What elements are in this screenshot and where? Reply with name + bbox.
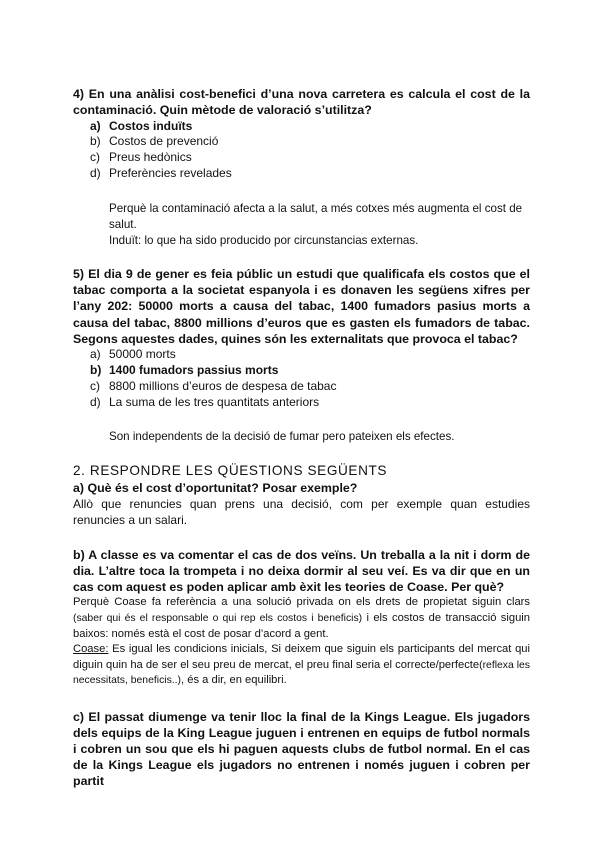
document-page: [73, 86, 530, 789]
option-c: c) 8800 millions d’euros de despesa de tabac: [90, 378, 337, 393]
answer-2b-coase: Coase: Es igual les condicions inicials, Si deixem que siguin els participants del mercat qui diguin quin ha de ser el seu preu de mercat, el preu final seria el correcte/perfecte(reflexa les necessitats, beneficis..), és a dir, en equilibri.: [73, 643, 530, 687]
option-a: a) 50000 morts: [90, 347, 176, 362]
option-d: d) La suma de les tres quantitats anteriors: [90, 394, 320, 409]
question-4-note-2: Induït: lo que ha sido producido por circunstancias externas.: [109, 233, 419, 247]
option-b: b) 1400 fumadors passius morts: [90, 363, 279, 378]
question-5: 5) El dia 9 de gener es feia públic un estudi que qualificafa els costos que el tabac comporta a la societat espanyola i es donaven les següens xifres per l’any 202: 50000 morts a causa del tabac, 1400 fumadors pasius morts a causa del tabac, 8800 millions d’euros que es gasten els fumadors de tabac. Segons aquestes dades, quines són les externalitats que provoca el tabac?: [73, 266, 530, 346]
option-a: a) Costos induïts: [90, 118, 193, 133]
option-b: b) Costos de prevenció: [90, 134, 219, 149]
option-c: c) Preus hedònics: [90, 150, 192, 165]
question-4: 4) En una anàlisi cost-benefici d’una nova carretera es calcula el cost de la contaminació. Quin mètode de valoració s’utilitza?: [73, 87, 530, 118]
section-2-title: 2. RESPONDRE LES QÜESTIONS SEGÜENTS: [73, 463, 388, 479]
question-5-options: [73, 347, 530, 410]
question-5-note: Son independents de la decisió de fumar pero pateixen els efectes.: [109, 430, 455, 444]
answer-2b: Perquè Coase fa referència a una solució privada on els drets de propietat siguin clars (saber qui és el responsable o qui rep els costos i beneficis) i els costos de transacció siguin baixos: només està el cost de posar d’acord a gent.: [73, 596, 531, 640]
coase-label: Coase:: [73, 643, 109, 656]
question-2b: b) A classe es va comentar el cas de dos veïns. Un treballa a la nit i dorm de dia. L’altre toca la trompeta i no deixa dormir al seu veí. Es va dir que en un cas com aquest es poden aplicar amb èxit les teories de Coase. Per què?: [73, 548, 530, 595]
question-4-options: [73, 119, 530, 182]
question-2a: a) Què és el cost d’oportunitat? Posar exemple?: [73, 481, 358, 496]
question-2c: c) El passat diumenge va tenir lloc la final de la Kings League. Els jugadors dels equips de la King League juguen i entrenen en equips de futbol normals i cobren un sou que els hi paguen aquests clubs de futbol normal. En el cas de la Kings League els jugadors no entrenen i només juguen i cobren per partit: [73, 710, 530, 789]
question-4-note-1: Perquè la contaminació afecta a la salut, a més cotxes més augmenta el cost de salut.: [109, 201, 523, 231]
option-d: d) Preferències revelades: [90, 165, 232, 180]
answer-2a: Allò que renuncies quan prens una decisió, com per exemple quan estudies renuncies a un salari.: [73, 497, 530, 528]
